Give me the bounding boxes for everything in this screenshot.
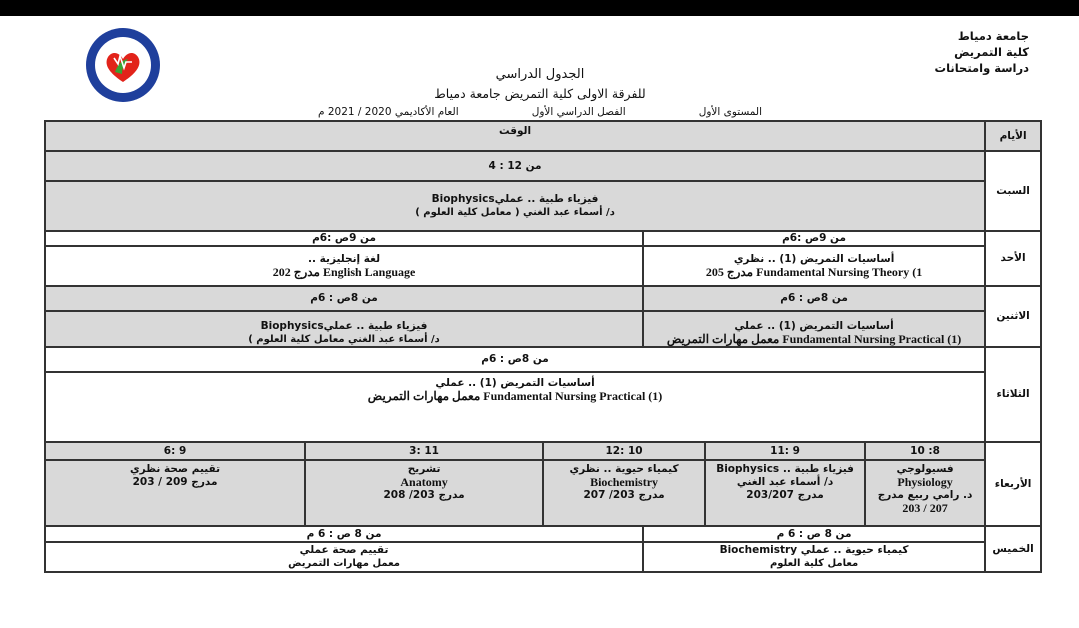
tuesday-time: من 8ص : 6م (45, 347, 985, 372)
sunday-right-line2: Fundamental Nursing Theory (1 مدرج 205 (705, 265, 923, 279)
department-name: دراسة وامتحانات (934, 61, 1029, 75)
time-header: الوقت (45, 121, 985, 151)
university-name: جامعة دمياط (957, 29, 1029, 43)
thursday-time-right: من 8 ص : 6 م (643, 526, 985, 542)
thursday-left-line1: تقييم صحة عملي (299, 544, 389, 556)
sunday-course-left (45, 246, 643, 286)
wednesday-3-line3: مدرج 203/ 207 (583, 489, 665, 501)
monday-course-row (45, 311, 1041, 347)
tuesday-course-row (45, 372, 1041, 442)
wednesday-5-line2: مدرج 209 / 203 (132, 476, 218, 488)
schedule-subtitle: للفرقة الاولى كلية التمريض جامعة دمياط (434, 86, 646, 101)
wednesday-4-line1: تشريح (407, 463, 441, 475)
wednesday-time-2: 9 :11 (705, 442, 865, 460)
saturday-course-row (45, 181, 1041, 231)
thursday-course-right (643, 542, 985, 572)
wednesday-3-line2: Biochemistry (590, 475, 659, 489)
schedule-info-line (318, 106, 762, 120)
saturday-time: من 12 : 4 (45, 151, 985, 181)
sunday-time-row (45, 231, 1041, 246)
tuesday-course (45, 372, 985, 442)
wednesday-1-line4: 207 / 203 (902, 501, 948, 515)
sunday-left-line1: لغة إنجليزية .. (308, 253, 381, 265)
wednesday-3-line1: كيمياء حيوية .. نظري (569, 463, 679, 475)
day-monday: الاثنين (985, 286, 1041, 347)
thursday-left-line2: معمل مهارات التمريض (288, 558, 400, 569)
saturday-course (45, 181, 985, 231)
faculty-logo (84, 26, 162, 104)
wednesday-course-5 (45, 460, 305, 526)
tuesday-time-row (45, 347, 1041, 372)
sunday-left-line2: English Language مدرج 202 (272, 265, 416, 279)
day-wednesday: الأربعاء (985, 442, 1041, 526)
thursday-right-line1: كيمياء حيوية .. عملي Biochemistry (719, 544, 909, 556)
monday-right-line2: Fundamental Nursing Practical (1) معمل مهارات التمريض (666, 332, 962, 346)
wednesday-course-3 (543, 460, 705, 526)
thursday-course-left (45, 542, 643, 572)
wednesday-time-1: 8: 10 (865, 442, 985, 460)
wednesday-2-line1: فيزياء طبية .. Biophysics (716, 463, 854, 475)
wednesday-2-line3: مدرج 203/207 (746, 489, 824, 501)
wednesday-time-4: 11 :3 (305, 442, 543, 460)
monday-time-row (45, 286, 1041, 311)
wednesday-1-line2: Physiology (897, 475, 953, 489)
schedule-title: الجدول الدراسي (495, 67, 585, 82)
days-header: الأيام (985, 121, 1041, 151)
wednesday-5-line1: تقييم صحة نظري (130, 463, 221, 475)
wednesday-course-2 (705, 460, 865, 526)
semester-label: الفصل الدراسي الأول (531, 106, 626, 118)
institution-header (869, 28, 1029, 76)
tuesday-line1: أساسيات التمريض (1) .. عملي (435, 377, 595, 389)
thursday-time-row (45, 526, 1041, 542)
top-bar (0, 0, 1079, 16)
wednesday-time-row (45, 442, 1041, 460)
wednesday-2-line2: د/ أسماء عبد الغني (736, 476, 834, 488)
day-thursday: الخميس (985, 526, 1041, 572)
monday-right-line1: أساسيات التمريض (1) .. عملي (734, 320, 894, 332)
wednesday-course-row (45, 460, 1041, 526)
wednesday-4-line2: Anatomy (400, 475, 448, 489)
saturday-course-detail: د/ أسماء عبد الغني ( معامل كلية العلوم ) (415, 207, 615, 218)
monday-time-right: من 8ص : 6م (643, 286, 985, 311)
sunday-course-row (45, 246, 1041, 286)
sunday-time-right: من 9ص :6م (643, 231, 985, 246)
monday-course-right (643, 311, 985, 347)
wednesday-course-4 (305, 460, 543, 526)
day-sunday: الأحد (985, 231, 1041, 286)
monday-course-left (45, 311, 643, 347)
wednesday-1-line3: د. رامي ربيع مدرج (877, 489, 973, 501)
table-header-row (45, 121, 1041, 151)
faculty-name: كلية التمريض (954, 45, 1029, 59)
wednesday-1-line1: فسيولوجي (896, 463, 954, 475)
wednesday-time-3: 10 :12 (543, 442, 705, 460)
sunday-time-left: من 9ص :6م (45, 231, 643, 246)
thursday-right-line2: معامل كلية العلوم (769, 558, 859, 569)
saturday-time-row (45, 151, 1041, 181)
saturday-course-name: فيزياء طبية .. عمليBiophysics (431, 193, 599, 205)
wednesday-time-5: 9 :6 (45, 442, 305, 460)
tuesday-line2: Fundamental Nursing Practical (1) معمل مهارات التمريض (367, 389, 663, 403)
day-tuesday: الثلاثاء (985, 347, 1041, 442)
thursday-time-left: من 8 ص : 6 م (45, 526, 643, 542)
monday-left-line1: فيزياء طبية .. عمليBiophysics (260, 320, 428, 332)
sunday-right-line1: أساسيات التمريض (1) .. نظري (733, 253, 895, 265)
monday-time-left: من 8ص : 6م (45, 286, 643, 311)
academic-year-label: العام الأكاديمي 2020 / 2021 م (318, 106, 459, 118)
sunday-course-right (643, 246, 985, 286)
wednesday-course-1 (865, 460, 985, 526)
monday-left-line2: د/ أسماء عبد الغني معامل كلية العلوم ) (248, 334, 440, 345)
thursday-course-row (45, 542, 1041, 572)
day-saturday: السبت (985, 151, 1041, 231)
schedule-table (44, 120, 1042, 573)
wednesday-4-line3: مدرج 203/ 208 (383, 489, 465, 501)
level-label: المستوى الأول (698, 106, 762, 118)
